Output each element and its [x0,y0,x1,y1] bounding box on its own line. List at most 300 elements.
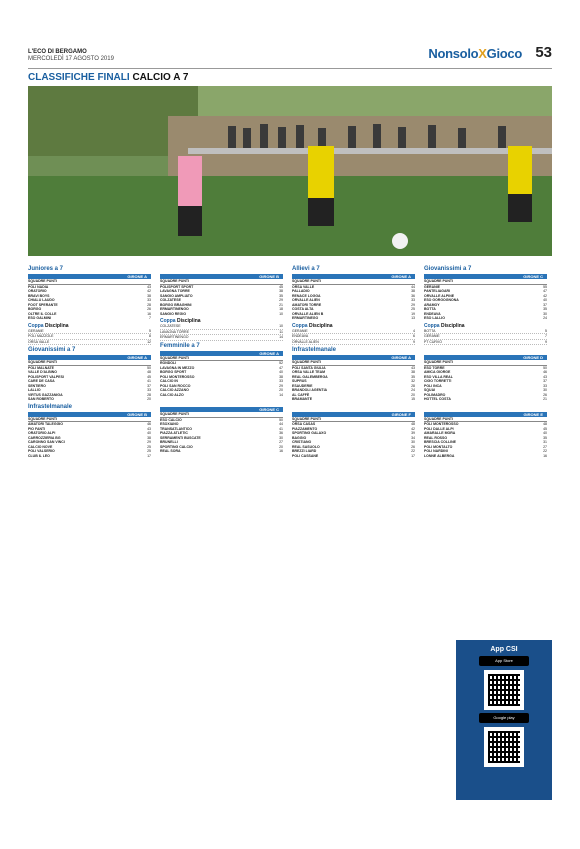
team-name: POLI MONTEROSSO [160,374,195,379]
team-name: POLI SANTA GIULIA [292,365,326,370]
team-points: 45 [279,284,283,289]
disciplina-word: Disciplina [44,322,69,329]
team-points: 27 [543,444,547,449]
category-title [160,266,283,273]
team-points: 31 [543,440,547,444]
column-3 [292,266,415,460]
logo-part-b: Gioco [486,46,522,61]
group-bar: GIRONE A [160,351,283,356]
csi-app-ad[interactable] [456,640,552,800]
team-name: VALLE D'ALBINO [28,370,57,374]
category-title: Giovanissimi a 7 [424,266,472,272]
table-header: SQUADRE PUNTI [160,412,283,418]
team-name: SERRAMENTI BUSCATE [160,435,201,440]
team-points: 38 [279,289,283,293]
team-name: PT CURVO [424,339,442,344]
team-points: 33 [147,298,151,302]
team-name: CALCIO ALZO [160,392,184,397]
team-name: TRANSATLANTICO [160,426,193,431]
team-name: VIRTUS GAZZANIGA [28,392,63,397]
app-store-badge[interactable]: App Store [479,656,529,666]
team-name: CHIALU LAUDO [28,298,55,302]
group-bar: GIRONE C [424,274,547,279]
coppa-word: Coppa [424,322,440,329]
team-name: LAVAGNA TORRE [160,289,190,293]
group-bar: GIRONE A [292,355,415,360]
team-points: 39 [411,431,415,435]
category-title: Giovanissimi a 7 [28,347,76,353]
standings-table [292,279,415,321]
standings-table [28,360,151,402]
team-name: LAVAGNA IN MEZZO [160,365,195,370]
team-name: REAL ROSSO [424,435,448,440]
team-name: ENDEAVA [292,334,309,338]
team-points: 55 [543,284,547,289]
standings-table [292,417,415,459]
team-name: POLI NADIA [28,284,49,289]
team-points: 48 [411,422,415,426]
category-title: Infrastelmanale [292,347,337,353]
team-points: 50 [279,417,283,422]
team-name: ORVALLE ALIEN [292,339,319,344]
team-points: 21 [279,302,283,307]
team-name: BORGO BRAGHINI [160,302,192,307]
csi-app-title: App CSI [490,646,518,653]
team-name: GERANIE [424,284,440,289]
table-header: SQUADRE PUNTI [424,417,547,423]
category-title: Juniores a 7 [28,266,64,272]
team-points: 33 [279,379,283,383]
team-points: 35 [279,293,283,298]
table-row [424,316,547,321]
section-title-a: CLASSIFICHE FINALI [28,72,130,83]
team-name: HOTTEL COSTA [424,397,451,401]
team-points: 15 [411,397,415,401]
table-row [292,316,415,321]
team-points: 17 [411,453,415,458]
team-name: BOTTA [424,328,436,333]
team-points: 35 [543,307,547,311]
team-points: 43 [147,284,151,289]
team-name: ORSA CASAS [292,422,316,426]
team-name: ORVALLE ALIEN [292,298,320,302]
column-1 [28,266,151,460]
team-points: 28 [147,392,151,397]
google-play-badge[interactable]: Google play [479,713,529,723]
team-name: AMICA GIORGE [424,370,451,374]
team-points: 24 [411,388,415,392]
team-name: COLZATESE [160,324,181,328]
team-name: REAL SASUOLO [292,444,320,449]
team-points: 33 [543,383,547,388]
team-points: 36 [411,293,415,298]
penalty-points: 5 [545,328,547,333]
team-name: REAL GALEMBERGA [292,374,328,379]
team-name: POLI MONTALTO [424,444,453,449]
team-points: 45 [147,374,151,379]
category-title [424,404,547,411]
qr-code-icon [484,727,524,767]
team-name: POLISPORT SPORT [160,284,194,289]
penalty-points: 14 [279,335,283,339]
team-points: 14 [279,392,283,397]
team-name: ENDEAVA [424,311,441,316]
team-name: POLI MALNATE [28,365,54,370]
team-points: 40 [543,431,547,435]
category-title [292,404,415,411]
standings-table [28,417,151,459]
category-title [424,347,547,354]
team-name: CALCIO NOVE [28,444,53,449]
team-name: POLI DALLE ALPI [424,426,454,431]
team-name: POLI INCA [424,383,442,388]
team-name: POLI SAN ROCCO [160,383,191,388]
team-name: AMATORI TALEGGIO [28,422,63,426]
column-4 [424,266,547,460]
table-header: SQUADRE PUNTI [424,360,547,366]
team-points: 46 [543,370,547,374]
team-name: POLI VALSERIO [28,449,55,453]
category-title: Allievi a 7 [292,266,320,272]
team-points: 30 [279,435,283,440]
section-logo [428,46,522,61]
team-points: 48 [147,370,151,374]
team-name: BRANDOLI AGENTIA [292,388,328,392]
group-bar: GIRONE F [292,412,415,417]
category-title: Femminile a 7 [160,342,200,349]
team-points: 36 [279,431,283,435]
match-photo [28,86,552,256]
team-points: 52 [279,361,283,365]
team-points: 10 [279,311,283,316]
team-name: CALCIO IN [160,379,178,383]
team-points: 20 [411,392,415,397]
team-name: ERMARTINEGO [292,316,319,320]
team-name: ESO CALCIO [160,417,182,422]
team-points: 28 [411,383,415,388]
publication-date: MERCOLEDÌ 17 AGOSTO 2019 [28,56,114,62]
discipline-table [28,329,151,346]
team-name: CIGO TORRETTI [424,379,452,383]
team-points: 41 [147,379,151,383]
spacer [160,454,283,456]
group-bar: GIRONE B [160,274,283,279]
team-name: POLI NARDINI [424,449,448,453]
team-name: ERMARTINENGO [160,335,189,339]
team-name: ESO GORGOGNONA [424,298,459,302]
column-2 [160,266,283,456]
team-points: 16 [279,449,283,453]
standings-table [28,279,151,321]
team-points: 30 [543,388,547,392]
team-name: FOOT SPERANTE [28,302,58,307]
spacer [28,458,151,460]
team-points: 48 [543,422,547,426]
page-header [28,44,552,69]
team-name: BRESCIA COLLINE [424,440,456,444]
team-name: PALLADIO [292,289,310,293]
team-points: 26 [147,307,151,311]
penalty-points: 9 [413,339,415,344]
team-points: 38 [411,370,415,374]
standings-table [424,279,547,321]
team-name: REAL SORA [160,449,181,453]
team-name: ORSA VALLE TEAM [292,370,326,374]
team-points: 13 [411,316,415,320]
team-name: GERANIE [424,334,440,338]
team-name: ESO LALLIO [424,316,445,320]
team-name: CRISTIANO [292,440,312,444]
group-bar: GIRONE D [424,355,547,360]
standings-table [160,356,283,398]
publication-name: L'ECO DI BERGAMO [28,49,87,55]
penalty-points: 6 [413,334,415,338]
coppa-word: Coppa [28,322,44,329]
section-title-b: CALCIO A 7 [132,72,189,83]
team-name: BOTTA [424,307,436,311]
team-points: 33 [147,388,151,392]
table-header: SQUADRE PUNTI [28,417,151,423]
team-name: RENACE LOGGA [292,293,321,298]
team-name: GERANIE [28,328,44,333]
group-bar: GIRONE C [160,407,283,412]
qr-code-icon [484,670,524,710]
team-points: 41 [279,426,283,431]
logo-x: X [478,46,487,61]
table-header: SQUADRE PUNTI [424,279,547,285]
team-points: 17 [147,453,151,458]
penalty-points: 4 [413,328,415,333]
team-points: 43 [411,365,415,370]
team-name: ESOXIANO [160,422,179,426]
team-name: POLI CASSANE [292,453,319,458]
team-name: OLTRE IL COLLE [28,311,57,316]
team-name: BORGO [28,307,42,311]
table-header: SQUADRE PUNTI [292,417,415,423]
team-name: CLUB IL LEO [28,453,50,458]
coppa-word: Coppa [160,318,176,324]
disciplina-word: Disciplina [440,322,465,329]
team-name: SPORTING CALCIO [160,444,193,449]
team-name: BRUNELLI [160,440,178,444]
team-name: RONDOLI [160,361,177,365]
team-name: BAGGIO [292,435,307,440]
team-name: ESO TORRE [424,365,445,370]
team-points: 37 [147,383,151,388]
team-name: ORVALLE ALPINE [424,293,455,298]
team-points: 45 [543,426,547,431]
team-name: BRAVI BOYS [28,293,50,298]
team-name: SPORTING GALAXO [292,431,327,435]
team-points: 50 [147,365,151,370]
group-bar: GIRONE E [424,412,547,417]
team-points: 37 [543,379,547,383]
team-points: 18 [279,307,283,311]
team-points: 44 [279,422,283,426]
discipline-table [292,329,415,346]
team-name: ORVALLE ALIEN B [292,311,324,316]
penalty-points: 8 [149,334,151,338]
penalty-points: 10 [279,324,283,328]
discipline-table [160,324,283,341]
team-name: BORGO SPORT [160,370,187,374]
team-points: 47 [279,365,283,370]
team-name: LAVAGNA TORRE [160,329,189,334]
team-name: AL CAFFÈ [292,392,310,397]
discipline-table [424,329,547,346]
team-name: ESAUDERIE [292,383,313,388]
table-row [28,316,151,321]
table-header: SQUADRE PUNTI [292,360,415,366]
category-title [160,399,283,406]
team-points: 29 [411,302,415,307]
team-name: BREZZI LIARD [292,449,317,453]
team-points: 42 [543,293,547,298]
team-name: SAN ROBERTO [28,397,54,401]
team-name: SANGIO REGIO [160,311,187,316]
team-points: 26 [543,392,547,397]
team-points: 35 [543,435,547,440]
team-name: SENTIERO [28,383,46,388]
group-bar: GIRONE A [28,274,151,279]
team-name: LALLIO [28,388,41,392]
team-name: SUPRUS [292,379,307,383]
team-name: ARAMOY [424,302,440,307]
coppa-word: Coppa [292,322,308,329]
team-name: AMATORI TORRE [292,302,322,307]
team-name: GERANIE [292,328,308,333]
team-name: POLISPORT VALPESI [28,374,64,379]
team-points: 20 [279,388,283,392]
table-header: SQUADRE PUNTI [28,360,151,366]
team-points: 38 [147,293,151,298]
group-bar: GIRONE B [28,412,151,417]
team-points: 29 [147,440,151,444]
team-name: CARROZZIERIA BG [28,435,61,440]
team-points: 46 [147,422,151,426]
team-name: ERMARTINENGO [160,307,189,311]
standings-table [424,417,547,459]
disciplina-word: Disciplina [308,322,333,329]
page-number: 53 [535,44,552,61]
team-points: 40 [543,298,547,302]
team-points: 22 [543,449,547,453]
standings-table [160,412,283,454]
team-points: 35 [411,374,415,379]
standings-table [160,279,283,316]
team-name: ORSA VALLE [28,339,50,344]
team-points: 47 [543,289,547,293]
team-name: CARE DE CASA [28,379,55,383]
team-points: 24 [543,316,547,320]
team-name: AMARALLE MORA [424,431,456,435]
penalty-points: 7 [545,334,547,338]
team-points: 16 [147,311,151,316]
team-points: 28 [147,302,151,307]
team-points: 38 [279,374,283,379]
team-points: 42 [147,289,151,293]
team-points: 43 [147,426,151,431]
team-points: 43 [543,374,547,379]
penalty-points: 12 [147,339,151,344]
penalty-points: 5 [149,328,151,333]
team-points: 38 [411,289,415,293]
team-name: PANTELIAGARI [424,289,450,293]
standings-table [292,360,415,402]
team-name: PIO FANTI [28,426,46,431]
spacer [424,458,547,460]
spacer [292,458,415,460]
team-points: 25 [147,444,151,449]
table-header: SQUADRE PUNTI [292,279,415,285]
team-name: PIAZZAMENTO [292,426,318,431]
team-points: 25 [147,449,151,453]
team-points: 20 [279,444,283,449]
table-header: SQUADRE PUNTI [160,356,283,362]
team-points: 22 [411,449,415,453]
penalty-points: 11 [279,329,283,334]
team-points: 33 [411,298,415,302]
team-points: 19 [411,311,415,316]
team-name: SANGIO AMPLIATO [160,293,193,298]
publication-info [28,49,114,63]
team-points: 37 [543,302,547,307]
team-points: 40 [279,370,283,374]
team-points: 34 [411,435,415,440]
team-name: POLIMADRO [424,392,446,397]
team-points: 27 [279,440,283,444]
team-points: 21 [543,397,547,401]
team-name: ESO GALMINI [28,316,52,320]
team-name: BRAMANTE [292,397,313,401]
team-name: CALCIO AZZANO [160,388,189,392]
penalty-points: 9 [545,339,547,344]
team-points: 25 [411,307,415,311]
team-points: 30 [543,311,547,316]
standings-table [424,360,547,402]
team-name: COSTA ALTA [292,307,314,311]
logo-part-a: Nonsolo [428,46,479,61]
team-points: 40 [147,431,151,435]
team-name: LONNE ALBERGA [424,453,455,458]
team-name: SQUAI [424,388,436,392]
group-bar: GIRONE A [28,355,151,360]
table-header: SQUADRE PUNTI [160,279,283,285]
category-title: Infrastelmanale [28,403,73,410]
team-name: POLI MONTEROSSO [424,422,459,426]
team-points: 7 [149,316,151,320]
team-name: POLI MAZZOLE [28,334,54,338]
team-points: 29 [279,383,283,388]
table-header: SQUADRE PUNTI [28,279,151,285]
team-points: 29 [279,298,283,302]
group-bar: GIRONE A [292,274,415,279]
team-name: PIAZZA ATLETIC [160,431,188,435]
disciplina-word: Disciplina [176,318,201,324]
team-name: ORATORIO ALPI [28,431,56,435]
team-points: 20 [147,397,151,401]
team-name: ESO VILLA REAL [424,374,453,379]
table-row [160,312,283,317]
team-name: CARONNO SAN VINCI [28,440,65,444]
team-points: 30 [411,440,415,444]
team-name: ORATORIO [28,289,47,293]
team-points: 38 [147,435,151,440]
section-title [28,72,188,83]
team-points: 50 [543,365,547,370]
team-points: 42 [411,426,415,431]
team-name: ORSA VALLE [292,284,315,289]
